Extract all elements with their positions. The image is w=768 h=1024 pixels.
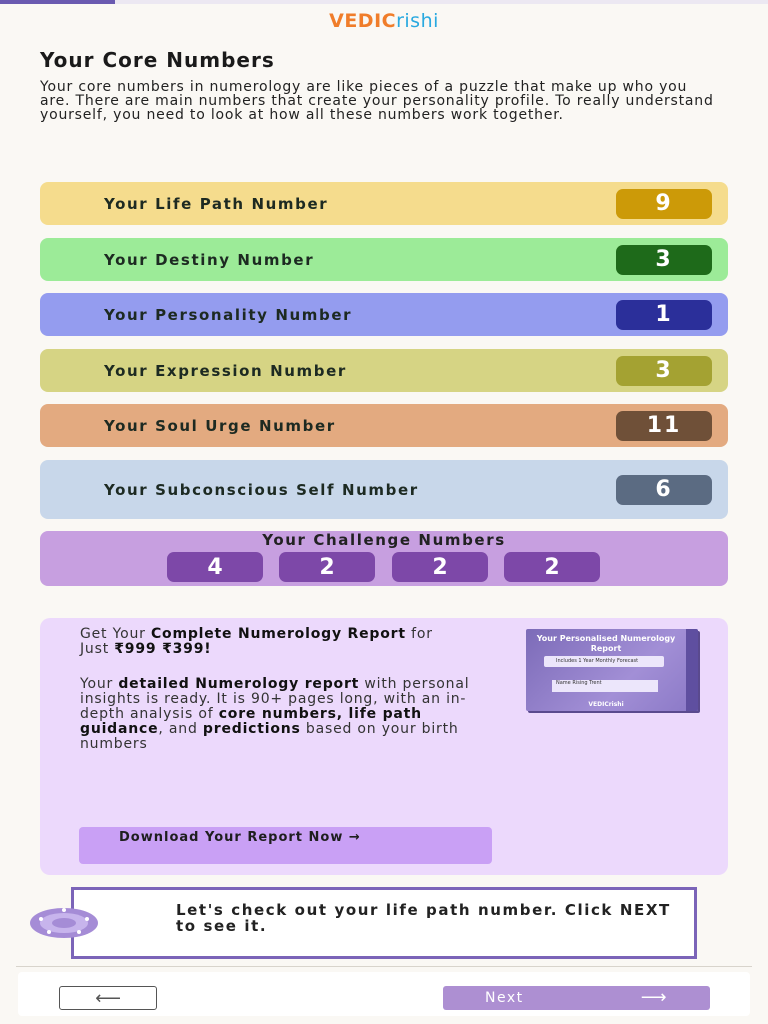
promo-head-pre: Get Your [80,626,151,642]
destiny-label: Your Destiny Number [104,250,315,269]
promo-body-1: Your [80,676,119,692]
brand-logo [0,10,768,32]
challenge-numbers-panel [40,531,728,586]
expression-row[interactable] [40,349,728,392]
book-subtitle: Includes 1 Year Monthly Forecast [544,656,664,667]
expression-label: Your Expression Number [104,361,347,380]
arrow-right-icon: ⟶ [640,987,668,1008]
promo-body-b1: detailed Numerology report [118,676,360,692]
life-path-row[interactable] [40,182,728,225]
next-button[interactable] [443,986,710,1010]
zodiac-wheel-icon [29,906,99,940]
report-promo-card [40,618,728,875]
soul-urge-row[interactable] [40,404,728,447]
challenge-title: Your Challenge Numbers [262,531,506,549]
promo-body-3: , and [158,721,203,737]
promo-price: ₹999 ₹399! [114,641,212,657]
promo-head-bold: Complete Numerology Report [150,626,406,642]
report-book-image [526,629,698,711]
promo-head-mid: for Just [80,626,433,657]
personality-row[interactable] [40,293,728,336]
promo-body-2: with personal insights is ready. It is 90+ pages long, with an in-depth analysis of [80,676,470,722]
life-path-label: Your Life Path Number [104,194,329,213]
footer-divider [16,966,752,967]
progress-fill [0,0,115,4]
brand-logo-part1: VEDIC [329,10,397,32]
promo-body-4: based on your birth numbers [80,721,459,752]
soul-urge-label: Your Soul Urge Number [104,416,336,435]
personality-label: Your Personality Number [104,305,353,324]
progress-track [0,0,768,4]
hint-box [71,887,697,959]
subconscious-self-label: Your Subconscious Self Number [104,480,419,499]
promo-body-b2: core numbers, life path guidance [80,706,422,737]
book-name-box: Name Rising Trent [552,680,658,692]
challenge-chip-1: 4 [167,552,263,582]
challenge-chip-2: 2 [279,552,375,582]
back-button[interactable]: ⟵ [59,986,157,1010]
book-spine [686,629,698,711]
promo-headline [80,627,460,657]
soul-urge-badge: 11 [616,411,712,441]
book-title: Your Personalised Numerology Report [536,634,676,653]
destiny-row[interactable] [40,238,728,281]
page-title: Your Core Numbers [40,48,275,72]
next-button-label: Next [485,990,524,1006]
brand-logo-part2: rishi [396,10,439,32]
challenge-chip-3: 2 [392,552,488,582]
hint-text: Let's check out your life path number. Click NEXT to see it. [176,901,671,935]
subconscious-self-badge: 6 [616,475,712,505]
book-brand: VEDICrishi [588,701,624,708]
expression-badge: 3 [616,356,712,386]
personality-badge: 1 [616,300,712,330]
challenge-chip-4: 2 [504,552,600,582]
destiny-badge: 3 [616,245,712,275]
download-report-button[interactable]: Download Your Report Now → [79,827,492,864]
life-path-badge: 9 [616,189,712,219]
subconscious-self-row[interactable] [40,460,728,519]
promo-body [80,677,500,752]
promo-body-b3: predictions [202,721,301,737]
intro-text: Your core numbers in numerology are like pieces of a puzzle that make up who you are. There are main numbers that create your personality profile. To really understand yourself, you need to look at how all these numbers work together. [40,79,714,123]
